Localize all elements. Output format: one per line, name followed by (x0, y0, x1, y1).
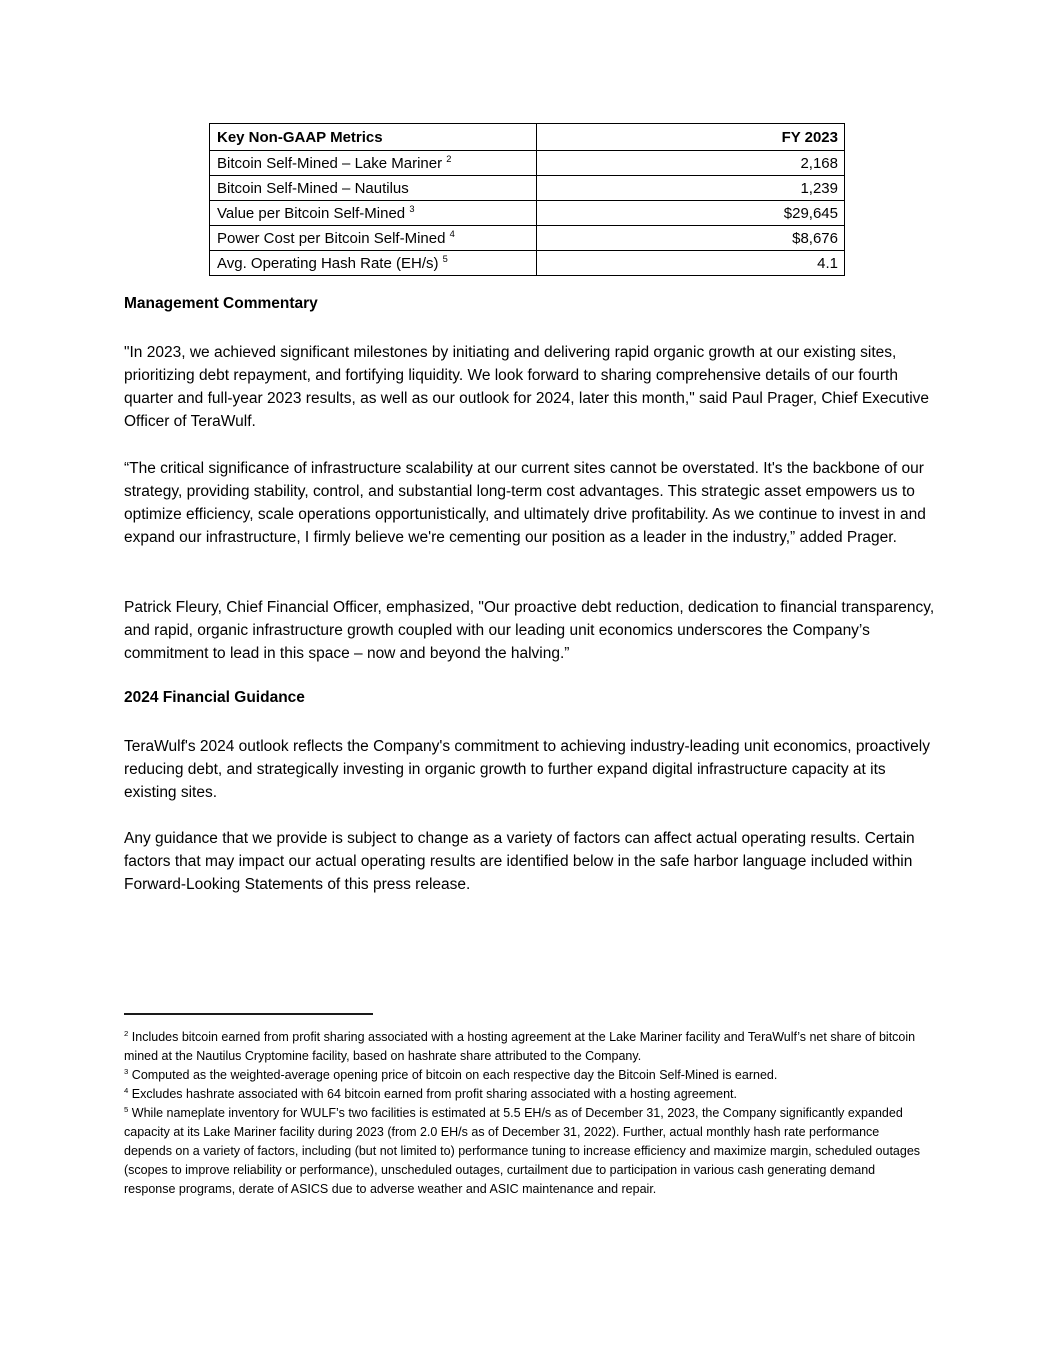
paragraph-outlook: TeraWulf's 2024 outlook reflects the Company's commitment to achieving industry-leading unit economics, proactively reducing debt, and strategically investing in organic growth to further expand digital infrastructure capacity at its existing sites. (124, 738, 930, 801)
paragraph-guidance-disclaimer: Any guidance that we provide is subject to change as a variety of factors can affect actual operating results. Certain factors that may impact our actual operating results are identified below in the safe harbor language included within Forward-Looking Statements of this press release. (124, 830, 915, 893)
table-row (210, 176, 845, 201)
metric-value-cell: 2,168 (537, 151, 845, 176)
metric-label: Bitcoin Self-Mined – Nautilus (217, 179, 409, 197)
footnote-ref: 2 (446, 153, 452, 164)
metric-label: Power Cost per Bitcoin Self-Mined (217, 229, 446, 247)
metric-label-cell (210, 151, 537, 176)
table-header-row (210, 124, 845, 151)
paragraph-ceo-quote: "In 2023, we achieved significant milestones by initiating and delivering rapid organic growth at our existing sites, prioritizing debt repayment, and fortifying liquidity. We look forward to sharing comprehensive details of our fourth quarter and full-year 2023 results, as well as our outlook for 2024, later this month," said Paul Prager, Chief Executive Officer of TeraWulf. (124, 344, 930, 430)
footnote-marker: 2 (124, 1028, 129, 1038)
metric-label-cell (210, 251, 537, 276)
footnote-text: Computed as the weighted-average opening price of bitcoin on each respective day the Bitcoin Self-Mined is earned. (131, 1068, 778, 1082)
footnote-text: Includes bitcoin earned from profit sharing associated with a hosting agreement at the Lake Mariner facility and TeraWulf’s net share of bitcoin mined at the Nautilus Cryptomine facility, based on hashrate share attributed to the Company. (124, 1030, 916, 1063)
metric-label: Bitcoin Self-Mined – Lake Mariner (217, 154, 443, 172)
metric-label: Value per Bitcoin Self-Mined (217, 204, 406, 222)
metric-value-cell: $29,645 (537, 201, 845, 226)
management-commentary-heading: Management Commentary (124, 295, 318, 312)
financial-guidance-heading: 2024 Financial Guidance (124, 689, 305, 706)
metric-value-cell: $8,676 (537, 226, 845, 251)
footnote-text: Excludes hashrate associated with 64 bitcoin earned from profit sharing associated with a hosting agreement. (131, 1087, 737, 1101)
table-header-value: FY 2023 (537, 124, 845, 151)
footnote-marker: 3 (124, 1066, 129, 1076)
footnote-ref: 3 (409, 203, 415, 214)
footnote-ref: 4 (449, 228, 455, 239)
footnotes-section (124, 1028, 924, 1199)
metric-value-cell: 4.1 (537, 251, 845, 276)
footnote (124, 1066, 924, 1085)
footnote-marker: 4 (124, 1085, 129, 1095)
metric-label-cell (210, 201, 537, 226)
footnote (124, 1104, 924, 1199)
metric-label: Avg. Operating Hash Rate (EH/s) (217, 254, 439, 272)
paragraph-cfo-quote: Patrick Fleury, Chief Financial Officer, emphasized, "Our proactive debt reduction, dedication to financial transparency, and rapid, organic infrastructure growth coupled with our leading unit economics underscores the Company’s commitment to lead in this space – now and beyond the halving.” (124, 599, 935, 662)
table-row (210, 201, 845, 226)
metric-label-cell (210, 176, 537, 201)
metric-value-cell: 1,239 (537, 176, 845, 201)
footnote-text: While nameplate inventory for WULF’s two facilities is estimated at 5.5 EH/s as of December 31, 2023, the Company significantly expanded capacity at its Lake Mariner facility during 2023 (from 2.0 EH/s as of December 31, 2022). Further, actual monthly hash rate performance depends on a variety of factors, including (but not limited to) performance tuning to increase efficiency and maximize margin, scheduled outages (scopes to improve reliability or performance), unscheduled outages, curtailment due to participation in various cash generating demand response programs, derate of ASICS due to adverse weather and ASIC maintenance and repair. (124, 1106, 921, 1196)
table-row (210, 151, 845, 176)
metric-label-cell (210, 226, 537, 251)
footnote (124, 1085, 924, 1104)
footnote-ref: 5 (442, 253, 448, 264)
footnote (124, 1028, 924, 1066)
table-row (210, 251, 845, 276)
key-metrics-table (209, 123, 845, 276)
table-header-metric: Key Non-GAAP Metrics (210, 124, 537, 151)
table-row (210, 226, 845, 251)
paragraph-infrastructure-quote: “The critical significance of infrastructure scalability at our current sites cannot be overstated. It's the backbone of our strategy, providing stability, control, and substantial long-term cost advantages. This strategic asset empowers us to optimize efficiency, scale operations opportunistically, and ultimately drive profitability. As we continue to invest in and expand our infrastructure, I firmly believe we're cementing our position as a leader in the industry,” added Prager. (124, 460, 926, 546)
footnote-marker: 5 (124, 1104, 129, 1114)
footnote-separator (124, 1013, 373, 1015)
